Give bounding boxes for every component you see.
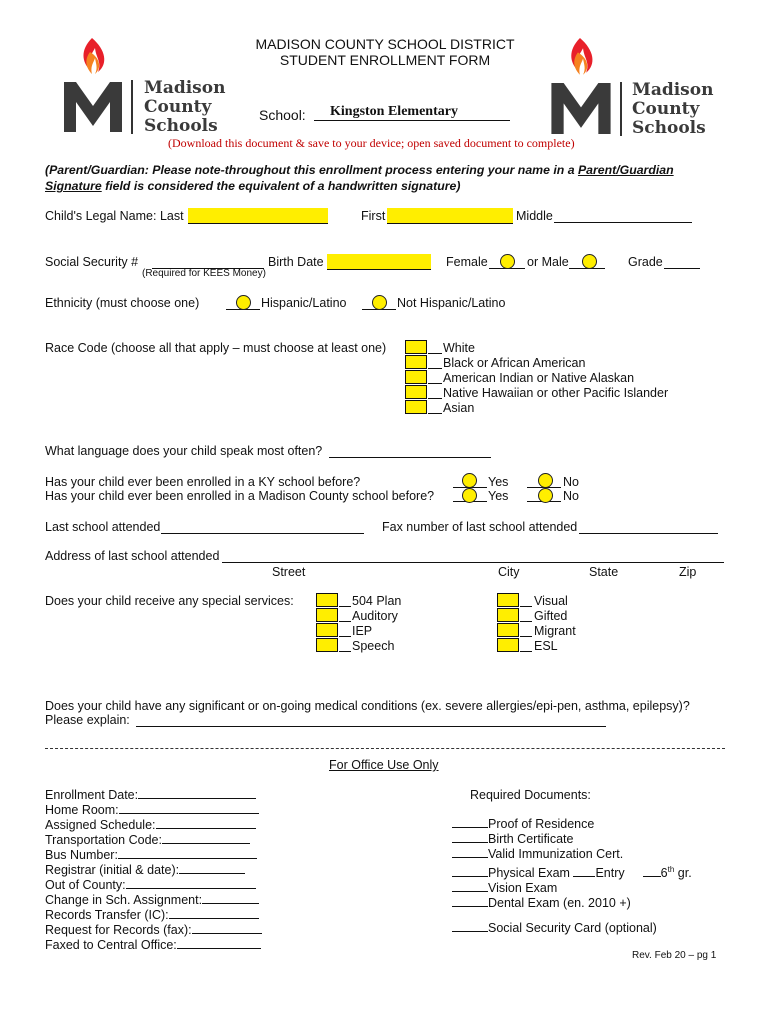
office-item-line <box>162 843 250 844</box>
office-left-list <box>45 788 262 953</box>
language-label: What language does your child speak most often? <box>45 444 323 458</box>
ky-yes-radio[interactable] <box>462 473 477 488</box>
office-item-line <box>138 798 256 799</box>
notice-link: Parent/Guardian <box>577 163 674 177</box>
service-underline <box>520 651 532 652</box>
fax-last-school-label: Fax number of last school attended <box>382 520 578 534</box>
revision-footer: Rev. Feb 20 – pg 1 <box>632 950 717 961</box>
special-services-label: Does your child receive any special services: <box>45 594 294 608</box>
race-option <box>428 413 442 414</box>
service-label: 504 Plan <box>352 594 402 608</box>
ky-no-radio[interactable] <box>538 473 553 488</box>
address-last-school-field[interactable] <box>222 562 724 563</box>
service-underline <box>339 636 351 637</box>
doc-label: Dental Exam (en. 2010 +) <box>488 896 631 911</box>
service-underline <box>339 651 351 652</box>
madison-yes-radio[interactable] <box>462 488 477 503</box>
address-zip-label: Zip <box>679 565 697 579</box>
notice-text: (Parent/Guardian: Please note-throughout this enrollment process entering your name in a <box>45 163 578 177</box>
office-item <box>45 863 262 878</box>
middle-name-field[interactable] <box>554 222 692 223</box>
doc-label: Proof of Residence <box>488 817 595 831</box>
doc-label: Birth Certificate <box>488 832 574 846</box>
race-code-label: Race Code (choose all that apply – must choose at least one) <box>45 341 387 355</box>
esignature-notice <box>45 162 674 194</box>
service-underline <box>520 636 532 637</box>
service-visual-checkbox[interactable] <box>497 593 519 607</box>
service-label: Auditory <box>352 609 398 623</box>
race-option <box>428 383 442 384</box>
required-docs-label: Required Documents: <box>470 788 591 802</box>
office-item-line <box>192 933 262 934</box>
service-gifted-checkbox[interactable] <box>497 608 519 622</box>
office-item-label: Transportation Code: <box>45 833 162 847</box>
office-item <box>45 803 262 818</box>
child-last-name-label: Child's Legal Name: Last <box>45 209 184 223</box>
office-item-label: Home Room: <box>45 803 119 817</box>
office-item-label: Request for Records (fax): <box>45 923 192 937</box>
doc-item <box>452 881 692 896</box>
office-item-line <box>118 858 257 859</box>
service-underline <box>339 621 351 622</box>
ethnicity-label: Ethnicity (must choose one) <box>45 296 200 310</box>
service-migrant-checkbox[interactable] <box>497 623 519 637</box>
child-last-name-field[interactable] <box>188 208 328 224</box>
address-street-label: Street <box>272 565 306 579</box>
male-label: or Male <box>527 255 569 269</box>
office-use-title: For Office Use Only <box>329 758 439 772</box>
office-item <box>45 788 262 803</box>
madison-enrolled-label: Has your child ever been enrolled in a Madison County school before? <box>45 489 435 503</box>
service-504-checkbox[interactable] <box>316 593 338 607</box>
school-value: Kingston Elementary <box>330 104 458 119</box>
logo-line: County <box>632 99 700 119</box>
service-esl-checkbox[interactable] <box>497 638 519 652</box>
race-option <box>428 353 442 354</box>
sixth-gr: gr. <box>677 866 692 881</box>
doc-label: Vision Exam <box>488 881 558 896</box>
office-item-label: Enrollment Date: <box>45 788 139 802</box>
middle-name-label: Middle <box>516 209 553 223</box>
office-item <box>45 818 262 833</box>
madison-no-label: No <box>563 489 579 503</box>
address-last-school-label: Address of last school attended <box>45 549 220 563</box>
office-item-line <box>179 873 245 874</box>
service-label: IEP <box>352 624 373 638</box>
service-label: ESL <box>534 639 558 653</box>
service-underline <box>339 606 351 607</box>
service-label: Visual <box>534 594 568 608</box>
office-item <box>45 848 262 863</box>
notice-text: field is considered the equivalent of a handwritten signature) <box>101 179 461 193</box>
required-docs-list <box>452 817 692 911</box>
service-speech-checkbox[interactable] <box>316 638 338 652</box>
last-school-field[interactable] <box>161 533 364 534</box>
please-explain-label: Please explain: <box>45 713 130 727</box>
ssn-label: Social Security # <box>45 255 139 269</box>
race-option-label: Asian <box>443 401 475 415</box>
sixth-label: 6 <box>660 866 668 881</box>
office-item-label: Out of County: <box>45 878 126 892</box>
service-auditory-checkbox[interactable] <box>316 608 338 622</box>
ssn-note: (Required for KEES Money) <box>142 268 266 279</box>
hispanic-radio[interactable] <box>236 295 251 310</box>
office-item <box>45 938 262 953</box>
not-hispanic-label: Not Hispanic/Latino <box>397 296 506 310</box>
service-label: Speech <box>352 639 395 653</box>
race-black-checkbox[interactable] <box>405 355 427 369</box>
first-name-field[interactable] <box>387 208 513 224</box>
female-label: Female <box>446 255 488 269</box>
office-item <box>45 893 262 908</box>
ky-yes-label: Yes <box>488 475 509 489</box>
service-iep-checkbox[interactable] <box>316 623 338 637</box>
office-item <box>45 833 262 848</box>
service-underline <box>520 621 532 622</box>
medical-question: Does your child have any significant or on-going medical conditions (ex. severe allergies/epi-pen, asthma, epilepsy)? <box>45 699 690 713</box>
birth-date-field[interactable] <box>327 254 431 270</box>
hispanic-label: Hispanic/Latino <box>261 296 347 310</box>
form-title-line2: STUDENT ENROLLMENT FORM <box>279 52 491 68</box>
please-explain-field[interactable] <box>136 726 606 727</box>
ssc-item <box>452 921 657 935</box>
race-option <box>428 368 442 369</box>
female-radio[interactable] <box>500 254 515 269</box>
race-white-checkbox[interactable] <box>405 340 427 354</box>
office-item-line <box>169 918 259 919</box>
male-radio[interactable] <box>582 254 597 269</box>
doc-label: Physical Exam <box>488 866 570 881</box>
grade-field[interactable] <box>664 268 700 269</box>
office-item-line <box>177 948 261 949</box>
office-item-line <box>156 828 256 829</box>
doc-line <box>452 827 488 828</box>
doc-item <box>452 862 692 881</box>
race-american-indian-checkbox[interactable] <box>405 370 427 384</box>
race-option <box>428 398 442 399</box>
service-label: Migrant <box>534 624 576 638</box>
office-item-label: Assigned Schedule: <box>45 818 156 832</box>
download-note: (Download this document & save to your device; open saved document to complete) <box>168 136 575 150</box>
race-native-hawaiian-checkbox[interactable] <box>405 385 427 399</box>
entry-label: Entry <box>595 866 625 881</box>
ky-enrolled-label: Has your child ever been enrolled in a KY school before? <box>45 475 361 489</box>
office-item-line <box>126 888 256 889</box>
form-title-line1: MADISON COUNTY SCHOOL DISTRICT <box>255 36 515 52</box>
grade-label: Grade <box>628 255 663 269</box>
office-divider <box>45 748 725 749</box>
form-title <box>0 36 770 68</box>
office-item-line <box>202 903 259 904</box>
office-item-label: Change in Sch. Assignment: <box>45 893 203 907</box>
ssc-label: Social Security Card (optional) <box>488 921 657 935</box>
race-asian-checkbox[interactable] <box>405 400 427 414</box>
logo-line: Madison <box>632 80 714 100</box>
race-option-label: White <box>443 341 475 355</box>
school-field[interactable] <box>314 104 510 121</box>
sixth-line <box>643 876 661 877</box>
doc-label: Valid Immunization Cert. <box>488 847 624 861</box>
office-item <box>45 923 262 938</box>
not-hispanic-radio[interactable] <box>372 295 387 310</box>
race-option-label: Native Hawaiian or other Pacific Islander <box>443 386 669 400</box>
doc-item <box>452 832 692 847</box>
logo-line: Schools <box>144 116 218 136</box>
first-name-label: First <box>361 209 386 223</box>
office-item <box>45 878 262 893</box>
school-label: School: <box>259 107 306 123</box>
entry-line <box>573 876 595 877</box>
address-state-label: State <box>589 565 619 579</box>
doc-item <box>452 896 692 911</box>
address-city-label: City <box>498 565 520 579</box>
madison-no-radio[interactable] <box>538 488 553 503</box>
office-item-label: Registrar (initial & date): <box>45 863 180 877</box>
race-option-label: Black or African American <box>443 356 586 370</box>
last-school-label: Last school attended <box>45 520 161 534</box>
doc-line <box>452 931 488 932</box>
doc-line <box>452 857 488 858</box>
doc-line <box>452 876 488 877</box>
race-option-label: American Indian or Native Alaskan <box>443 371 635 385</box>
language-field[interactable] <box>329 457 491 458</box>
doc-line <box>452 842 488 843</box>
service-label: Gifted <box>534 609 568 623</box>
madison-yes-label: Yes <box>488 489 509 503</box>
office-item-line <box>119 813 259 814</box>
office-item-label: Faxed to Central Office: <box>45 938 177 952</box>
office-item-label: Bus Number: <box>45 848 118 862</box>
birth-date-label: Birth Date <box>268 255 324 269</box>
office-item <box>45 908 262 923</box>
doc-line <box>452 906 488 907</box>
doc-line <box>452 891 488 892</box>
logo-line: County <box>144 97 212 117</box>
sixth-sup: th <box>667 865 675 874</box>
doc-item <box>452 817 692 832</box>
logo-line: Schools <box>632 118 706 138</box>
ky-no-label: No <box>563 475 579 489</box>
office-item-label: Records Transfer (IC): <box>45 908 169 922</box>
logo-line: Madison <box>144 78 226 98</box>
doc-item <box>452 847 692 862</box>
notice-link: Signature <box>45 179 102 193</box>
fax-last-school-field[interactable] <box>579 533 718 534</box>
service-underline <box>520 606 532 607</box>
